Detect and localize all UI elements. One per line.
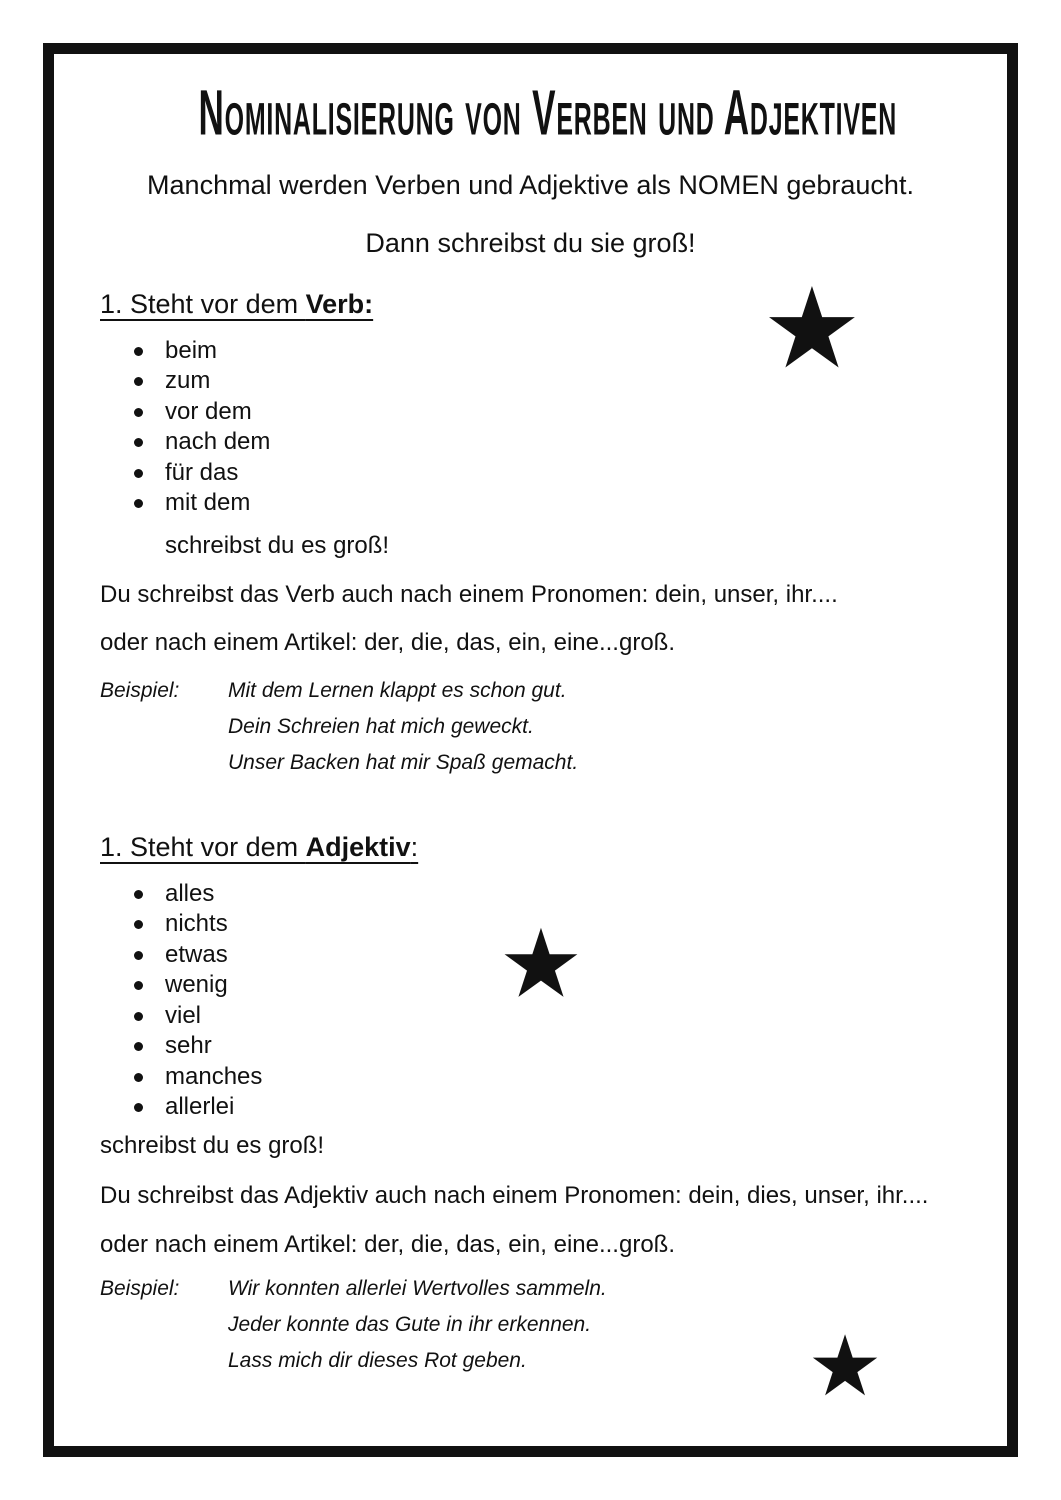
verb-example-list (228, 673, 578, 781)
page-title (100, 76, 961, 149)
adjektiv-conclusion: schreibst du es groß! (100, 1131, 325, 1159)
star-icon: ★ (498, 909, 584, 1020)
star-icon: ★ (761, 264, 863, 394)
list-item: nichts (100, 909, 961, 940)
section-verb-heading-bold: Verb: (305, 288, 374, 319)
list-item: alles (100, 879, 961, 910)
list-item: vor dem (100, 397, 961, 428)
verb-example-block (100, 673, 961, 781)
section-verb-heading-prefix: 1. Steht vor dem (100, 288, 306, 319)
list-item: mit dem (100, 488, 961, 519)
list-item: viel (100, 1001, 961, 1032)
section-adjektiv-heading (100, 831, 961, 863)
adjektiv-pronomen-paragraph: Du schreibst das Adjektiv auch nach einem Pronomen: dein, dies, unser, ihr.... (100, 1181, 929, 1209)
intro-line-2: Dann schreibst du sie groß! (365, 227, 696, 258)
verb-conclusion: schreibst du es groß! (165, 531, 390, 559)
list-item: Jeder konnte das Gute in ihr erkennen. (228, 1312, 592, 1336)
page-title-text: Nominalisierung von Verben und Adjektiven (198, 76, 898, 149)
list-item: Dein Schreien hat mich geweckt. (228, 714, 534, 738)
list-item: beim (100, 336, 961, 367)
list-item: sehr (100, 1031, 961, 1062)
section-adjektiv-heading-suffix: : (410, 831, 419, 862)
list-item: Lass mich dir dieses Rot geben. (228, 1348, 527, 1372)
list-item: Wir konnten allerlei Wertvolles sammeln. (228, 1276, 607, 1300)
list-item: etwas (100, 940, 961, 971)
section-adjektiv-heading-bold: Adjektiv (305, 831, 411, 862)
verb-artikel-paragraph: oder nach einem Artikel: der, die, das, ein, eine...groß. (100, 628, 675, 656)
list-item: für das (100, 458, 961, 489)
adjektiv-example-label: Beispiel: (100, 1276, 180, 1300)
star-icon: ★ (807, 1317, 883, 1415)
page-border-frame (43, 43, 1018, 1457)
list-item: allerlei (100, 1092, 961, 1123)
list-item: manches (100, 1062, 961, 1093)
verb-example-label: Beispiel: (100, 678, 180, 702)
intro-line-1: Manchmal werden Verben und Adjektive als NOMEN gebraucht. (147, 169, 914, 200)
list-item: Mit dem Lernen klappt es schon gut. (228, 678, 567, 702)
list-item: Unser Backen hat mir Spaß gemacht. (228, 750, 579, 774)
list-item: zum (100, 366, 961, 397)
section-adjektiv-heading-prefix: 1. Steht vor dem (100, 831, 306, 862)
list-item: wenig (100, 970, 961, 1001)
list-item: nach dem (100, 427, 961, 458)
adjektiv-example-list (228, 1271, 607, 1379)
verb-pronomen-paragraph: Du schreibst das Verb auch nach einem Pronomen: dein, unser, ihr.... (100, 580, 838, 608)
adjektiv-artikel-paragraph: oder nach einem Artikel: der, die, das, ein, eine...groß. (100, 1230, 675, 1258)
